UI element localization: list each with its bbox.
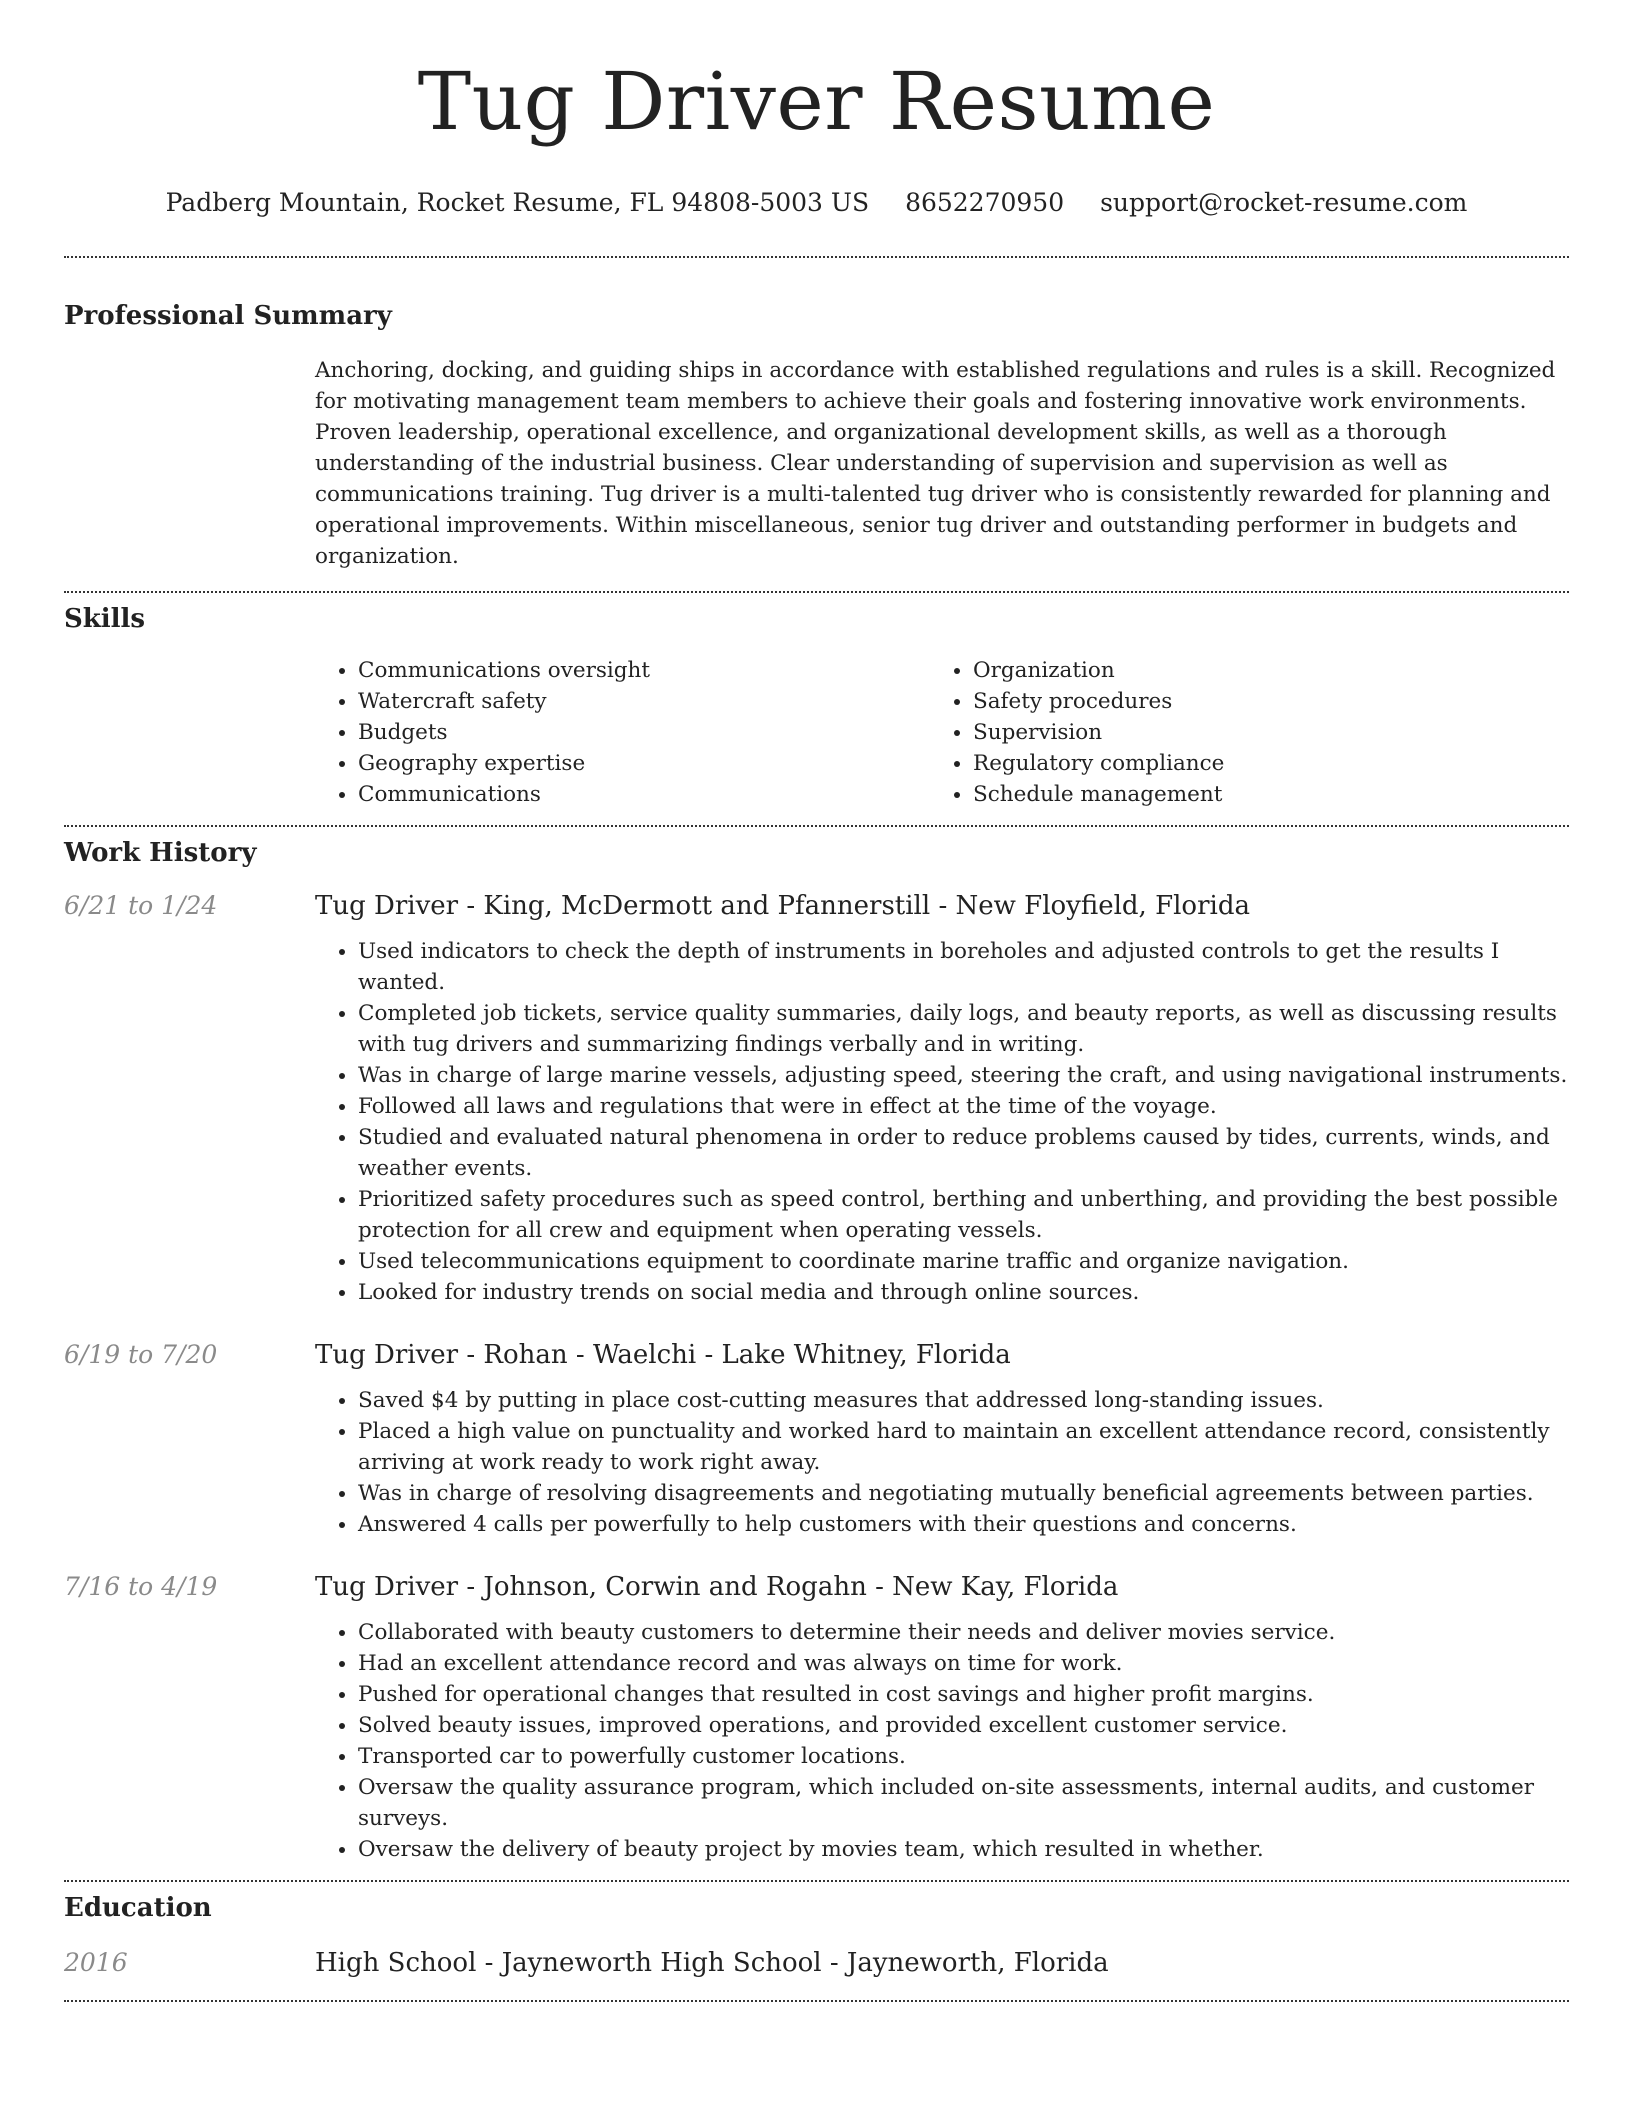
contact-phone: 8652270950 <box>905 188 1065 217</box>
job-bullet: • Followed all laws and regulations that were in effect at the time of the voyage. <box>358 1091 1569 1122</box>
job-bullet: • Looked for industry trends on social media and through online sources. <box>358 1277 1569 1308</box>
section-title-summary: Professional Summary <box>64 301 392 331</box>
job-bullets <box>315 1385 1569 1540</box>
job-dates: 6/21 to 1/24 <box>64 891 218 920</box>
job-bullet: • Transported car to powerfully customer locations. <box>358 1741 1569 1772</box>
education-entry <box>64 1946 1569 1980</box>
skill-item: • Budgets <box>358 717 930 748</box>
job-dates: 6/19 to 7/20 <box>64 1340 218 1369</box>
skills-columns <box>315 655 1569 810</box>
section-title-work: Work History <box>64 838 257 868</box>
contact-address: Padberg Mountain, Rocket Resume, FL 94808-5003 US <box>165 188 870 217</box>
resume-page <box>64 0 1569 2002</box>
section-title-education: Education <box>64 1893 212 1923</box>
skill-item: • Schedule management <box>973 779 1545 810</box>
skill-item: • Communications <box>358 779 930 810</box>
job-bullet: • Was in charge of resolving disagreements and negotiating mutually beneficial agreements between parties. <box>358 1478 1569 1509</box>
job-title: Tug Driver - Johnson, Corwin and Rogahn - New Kay, Florida <box>315 1572 1119 1602</box>
skills-list-right <box>930 655 1545 810</box>
skills-list-left <box>315 655 930 810</box>
job-bullets <box>315 1617 1569 1865</box>
contact-line <box>64 188 1569 218</box>
resume-title: Tug Driver Resume <box>417 55 1216 148</box>
job-bullet: • Pushed for operational changes that resulted in cost savings and higher profit margins. <box>358 1679 1569 1710</box>
skill-item: • Supervision <box>973 717 1545 748</box>
job-entry <box>64 1338 1569 1540</box>
skill-item: • Communications oversight <box>358 655 930 686</box>
job-bullet: • Oversaw the delivery of beauty project by movies team, which resulted in whether. <box>358 1834 1569 1865</box>
job-dates: 7/16 to 4/19 <box>64 1572 218 1601</box>
job-bullet: • Solved beauty issues, improved operations, and provided excellent customer service. <box>358 1710 1569 1741</box>
job-bullet: • Saved $4 by putting in place cost-cutting measures that addressed long-standing issues. <box>358 1385 1569 1416</box>
job-bullet: • Completed job tickets, service quality summaries, daily logs, and beauty reports, as well as discussing results with tug drivers and summarizing findings verbally and in writing. <box>358 998 1569 1060</box>
job-bullet: • Oversaw the quality assurance program, which included on-site assessments, internal audits, and customer surveys. <box>358 1772 1569 1834</box>
section-title-skills: Skills <box>64 604 146 634</box>
job-entry <box>64 1570 1569 1865</box>
contact-email: support@rocket-resume.com <box>1100 188 1468 217</box>
job-entry <box>64 889 1569 1308</box>
job-bullet: • Used telecommunications equipment to coordinate marine traffic and organize navigation. <box>358 1246 1569 1277</box>
job-bullet: • Collaborated with beauty customers to determine their needs and deliver movies service. <box>358 1617 1569 1648</box>
job-bullet: • Was in charge of large marine vessels, adjusting speed, steering the craft, and using navigational instruments. <box>358 1060 1569 1091</box>
skills-row <box>64 655 1569 810</box>
job-bullet: • Had an excellent attendance record and was always on time for work. <box>358 1648 1569 1679</box>
job-title: Tug Driver - Rohan - Waelchi - Lake Whitney, Florida <box>315 1340 1011 1370</box>
skill-item: • Organization <box>973 655 1545 686</box>
divider <box>64 825 1569 827</box>
skill-item: • Watercraft safety <box>358 686 930 717</box>
job-bullet: • Studied and evaluated natural phenomena in order to reduce problems caused by tides, currents, winds, and weather events. <box>358 1122 1569 1184</box>
job-bullet: • Placed a high value on punctuality and worked hard to maintain an excellent attendance record, consistently arriving at work ready to work right away. <box>358 1416 1569 1478</box>
skill-item: • Regulatory compliance <box>973 748 1545 779</box>
divider <box>64 591 1569 593</box>
divider <box>64 1880 1569 1882</box>
skill-item: • Geography expertise <box>358 748 930 779</box>
divider <box>64 256 1569 258</box>
job-title: Tug Driver - King, McDermott and Pfannerstill - New Floyfield, Florida <box>315 891 1250 921</box>
job-bullet: • Prioritized safety procedures such as speed control, berthing and unberthing, and providing the best possible protection for all crew and equipment when operating vessels. <box>358 1184 1569 1246</box>
education-title: High School - Jayneworth High School - Jayneworth, Florida <box>315 1948 1109 1978</box>
skill-item: • Safety procedures <box>973 686 1545 717</box>
job-bullet: • Used indicators to check the depth of instruments in boreholes and adjusted controls to get the results I wanted. <box>358 936 1569 998</box>
job-bullets <box>315 936 1569 1308</box>
divider <box>64 2000 1569 2002</box>
summary-row <box>64 355 1569 572</box>
education-year: 2016 <box>64 1948 128 1977</box>
job-bullet: • Answered 4 calls per powerfully to help customers with their questions and concerns. <box>358 1509 1569 1540</box>
summary-text: Anchoring, docking, and guiding ships in accordance with established regulations and rules is a skill. Recognized for motivating management team members to achieve their goals and fostering innovative work environments. Proven leadership, operational excellence, and organizational development skills, as well as a thorough understanding of the industrial business. Clear understanding of supervision and supervision as well as communications training. Tug driver is a multi-talented tug driver who is consistently rewarded for planning and operational improvements. Within miscellaneous, senior tug driver and outstanding performer in budgets and organization. <box>315 358 1556 569</box>
